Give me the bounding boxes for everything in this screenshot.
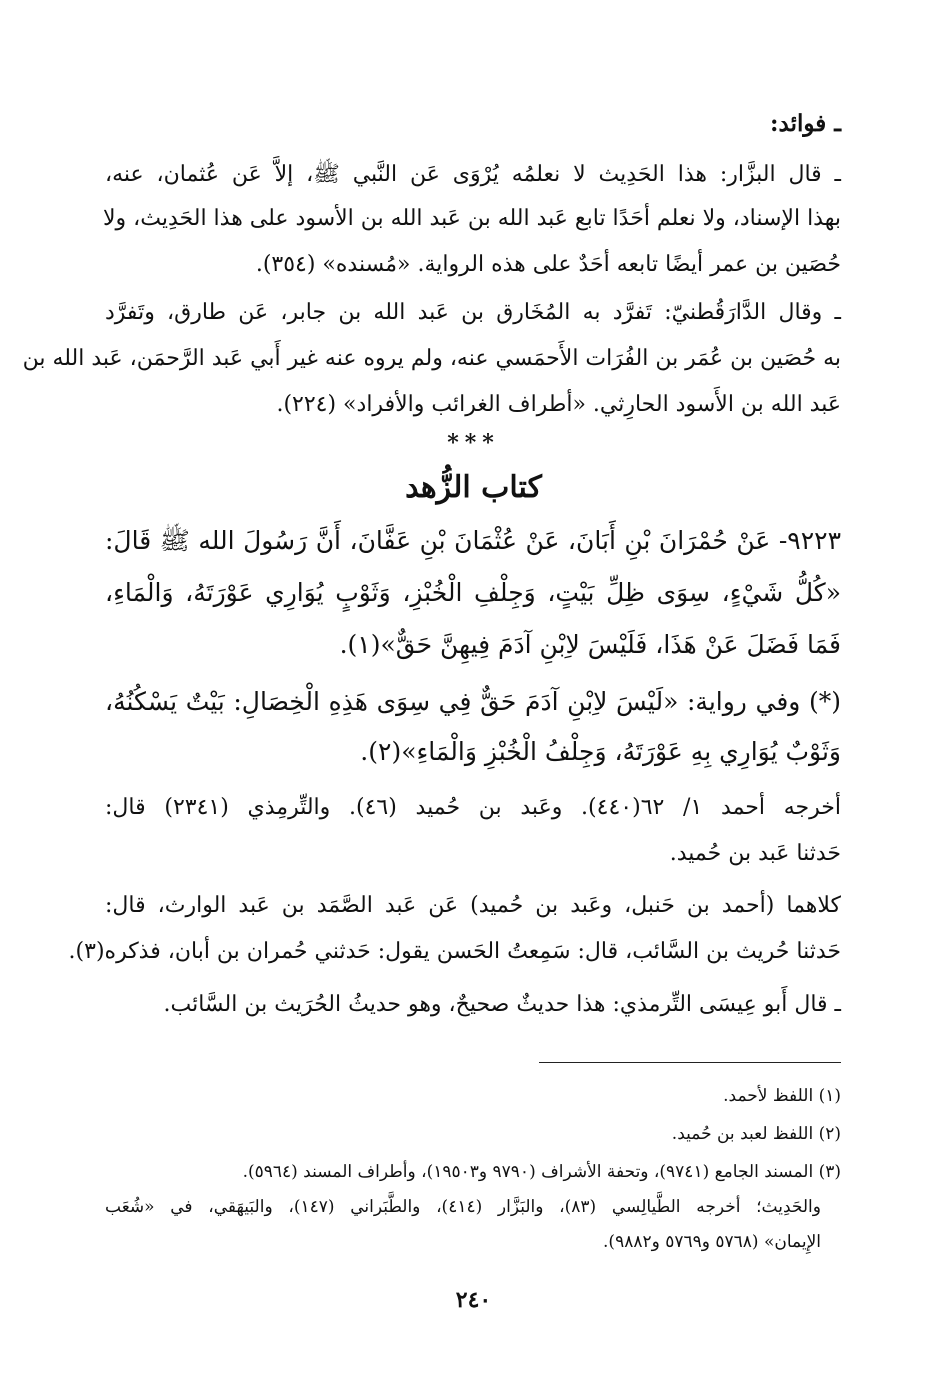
section-separator: *** — [447, 430, 500, 456]
riwaya-line-1: (*) وفي رواية: «لَيْسَ لاِبْنِ آدَمَ حَقٌّ فِي سِوَى هَذِهِ الْخِصَالِ: بَيْتٌ يَسْكُنُهُ، — [105, 687, 841, 716]
footnote-divider — [539, 1062, 841, 1063]
footnote-3-line-2: والحَدِيث؛ أخرجه الطَّيالِسي (٨٣)، والبَزَّار (٤١٤)، والطَّبَراني (١٤٧)، والبَيهَقي، في «شُعَب — [105, 1197, 821, 1217]
footnote-1: (١) اللفظ لأحمد. — [723, 1086, 841, 1106]
hadith-isnad: ٩٢٢٣- عَنْ حُمْرَانَ بْنِ أَبَانَ، عَنْ عُثْمَانَ بْنِ عَفَّانَ، أَنَّ رَسُولَ الله ﷺ قَالَ: — [105, 526, 841, 555]
takhrij-1-line-2: حَدثنا عَبد بن حُميد. — [669, 841, 841, 866]
riwaya-line-2: وَثَوْبٌ يُوَارِي بِهِ عَوْرَتَهُ، وَجِلْفُ الْخُبْزِ وَالْمَاءِ»(٢). — [360, 737, 841, 766]
bazzar-line-2: بهذا الإسناد، ولا نعلم أحَدًا تابع عَبد الله بن عَبد الله بن الأسود على هذا الحَدِيث، ولا — [103, 206, 841, 231]
takhrij-2-line-1: كلاهما (أحمد بن حَنبل، وعَبد بن حُميد) عَن عَبد الصَّمَد بن عَبد الوارث، قال: — [105, 893, 841, 918]
daraqutni-line-3: عَبد الله بن الأَسود الحارِثي. «أطراف الغرائب والأفراد» (٢٢٤). — [276, 392, 841, 417]
fawaid-heading: ـ فوائد: — [770, 110, 841, 137]
footnote-2: (٢) اللفظ لعبد بن حُميد. — [671, 1124, 841, 1144]
daraqutni-line-1: ـ وقال الدَّارَقُطنيّ: تَفرَّد به المُخَارق بن عَبد الله بن جابر، عَن طارق، وتَفرَّد — [105, 300, 841, 325]
hadith-matn-line-2: فَمَا فَضَلَ عَنْ هَذَا، فَلَيْسَ لاِبْنِ آدَمَ فِيهِنَّ حَقٌّ»(١). — [339, 630, 841, 659]
footnote-3-line-3: الإِيمان» (٥٧٦٨ و٥٧٦٩ و٩٨٨٢). — [603, 1232, 821, 1252]
book-title: كتاب الزُّهد — [405, 470, 542, 505]
bazzar-line-1: ـ قال البزَّار: هذا الحَدِيث لا نعلمُه يُرْوَى عَن النَّبي ﷺ، إلاَّ عَن عُثمان، عنه، — [105, 162, 841, 187]
takhrij-2-line-2: حَدثنا حُريث بن السَّائب، قال: سَمِعتُ الحَسن يقول: حَدثني حُمران بن أبان، فذكره(٣). — [68, 939, 841, 964]
page-number: ٢٤٠ — [455, 1287, 492, 1313]
footnote-3-line-1: (٣) المسند الجامع (٩٧٤١)، وتحفة الأشراف (٩٧٩٠ و١٩٥٠٣)، وأطراف المسند (٥٩٦٤). — [242, 1162, 841, 1182]
tirmidhi-note: ـ قال أَبو عِيسَى التِّرمذي: هذا حديثٌ صحيحٌ، وهو حديثُ الحُرَيث بن السَّائب. — [163, 992, 841, 1017]
daraqutni-line-2: به حُصَين بن عُمَر بن الفُرَات الأَحمَسي عنه، ولم يروه عنه غير أَبي عَبد الرَّحمَن، عَبد الله بن — [22, 346, 841, 371]
bazzar-line-3: حُصَين بن عمر أيضًا تابعه أحَدٌ على هذه الرواية. «مُسنده» (٣٥٤). — [255, 252, 841, 277]
hadith-matn-line-1: «كُلُّ شَيْءٍ، سِوَى ظِلِّ بَيْتٍ، وَجِلْفِ الْخُبْزِ، وَثَوْبٍ يُوَارِي عَوْرَتَهُ، وَالْمَاءِ، — [105, 578, 841, 607]
takhrij-1-line-1: أخرجه أحمد ١/ ٦٢(٤٤٠). وعَبد بن حُميد (٤٦). والتِّرمِذي (٢٣٤١) قال: — [105, 795, 841, 820]
